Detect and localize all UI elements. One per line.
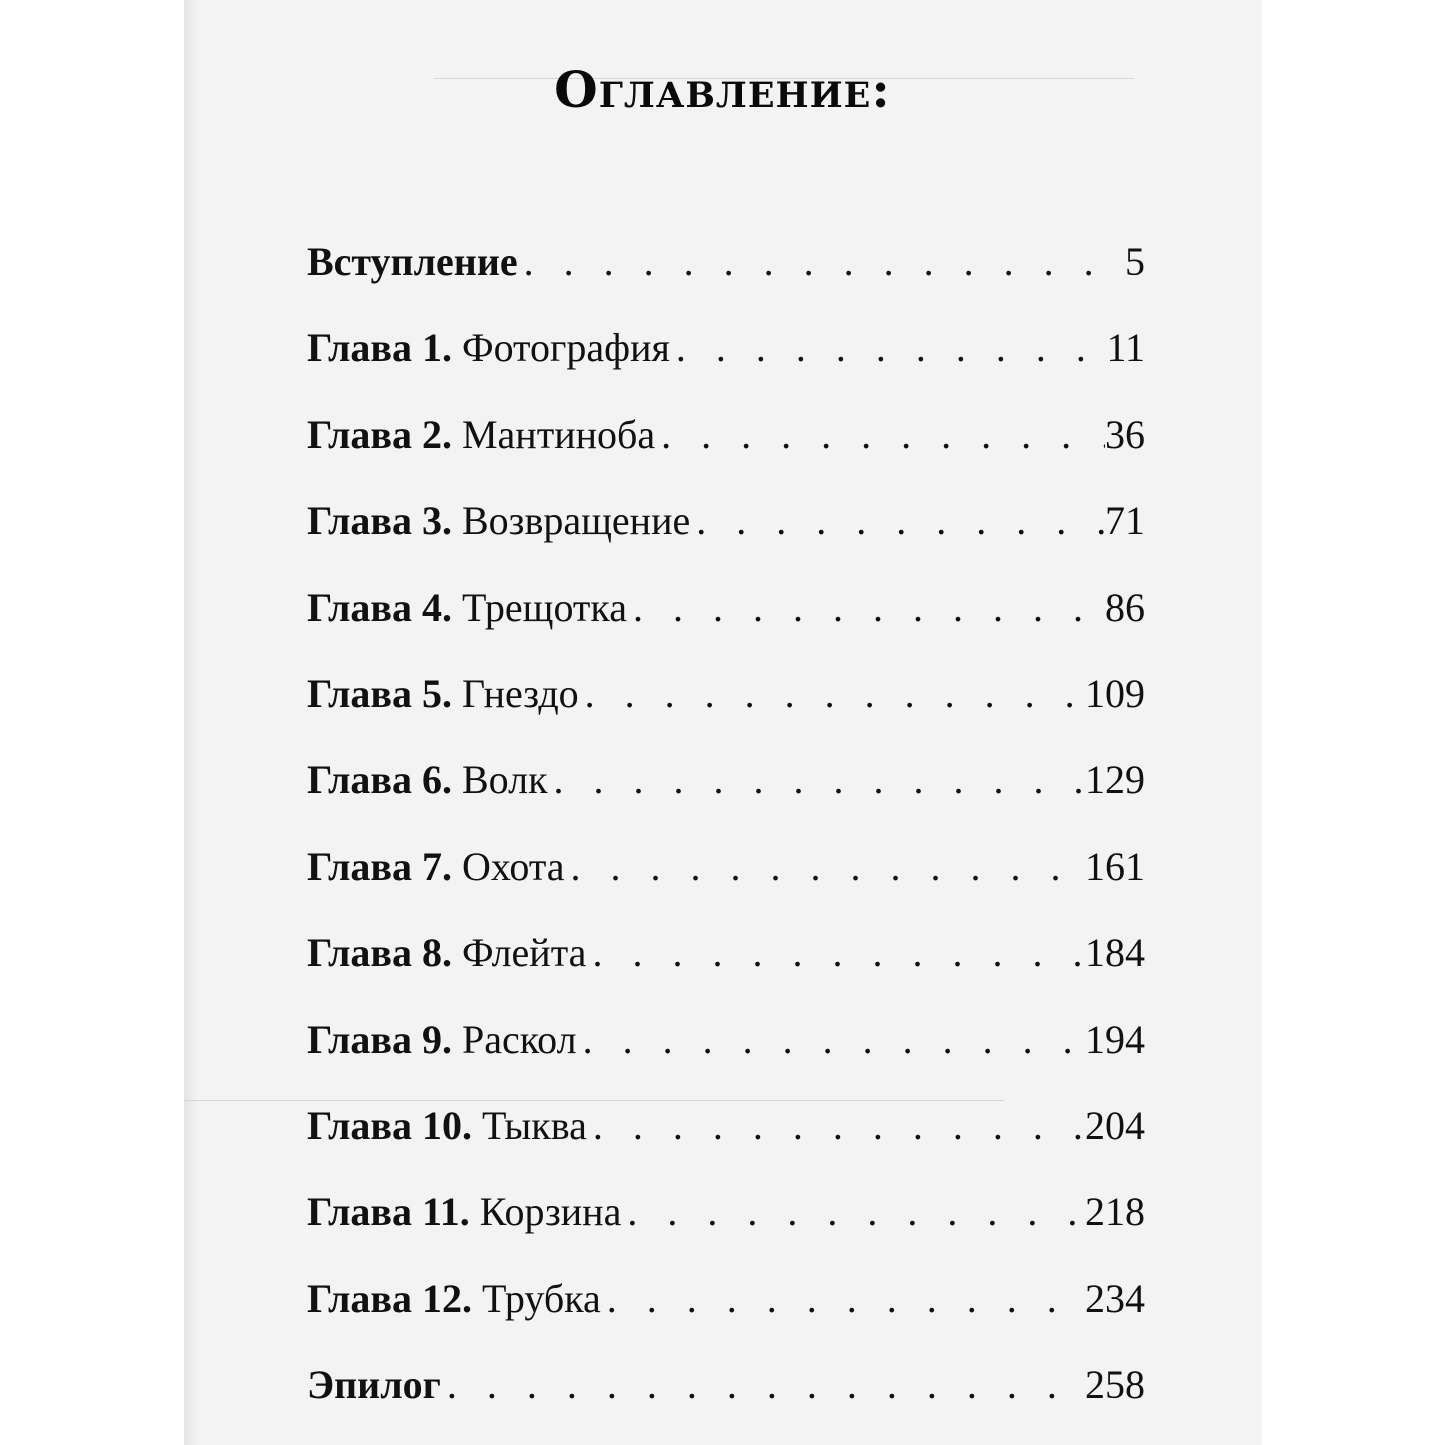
toc-entry xyxy=(307,1355,1145,1441)
toc-entry-page: 36 xyxy=(1105,411,1145,457)
toc-entry-title: Корзина xyxy=(479,1189,622,1235)
dot-leader xyxy=(579,664,1085,724)
toc-entry-title: Трубка xyxy=(481,1275,601,1321)
toc-entry-page: 86 xyxy=(1105,584,1145,630)
toc-entry-label xyxy=(307,1010,577,1070)
toc-entry-title: Возвращение xyxy=(461,498,691,544)
toc-entry-label xyxy=(307,1355,441,1415)
table-of-contents xyxy=(307,232,1145,1441)
toc-entry-page: 184 xyxy=(1085,930,1145,976)
toc-entry-title: Гнездо xyxy=(461,670,579,716)
toc-entry xyxy=(307,578,1145,664)
toc-entry-label xyxy=(307,318,670,378)
toc-entry-page: 11 xyxy=(1106,325,1145,371)
toc-entry-prefix: Глава 1. xyxy=(307,325,452,371)
page-edge-shadow xyxy=(184,0,198,1445)
toc-entry xyxy=(307,232,1145,318)
toc-entry-prefix: Глава 9. xyxy=(307,1016,452,1062)
dot-leader xyxy=(587,1096,1085,1156)
toc-entry-page: 194 xyxy=(1085,1016,1145,1062)
toc-entry-title: Тыква xyxy=(481,1102,587,1148)
toc-entry xyxy=(307,923,1145,1009)
toc-entry-prefix: Глава 12. xyxy=(307,1275,472,1321)
toc-entry-title: Охота xyxy=(461,843,565,889)
dot-leader xyxy=(690,491,1105,551)
toc-entry-prefix: Глава 10. xyxy=(307,1102,472,1148)
toc-entry-page: 258 xyxy=(1085,1362,1145,1408)
toc-entry-title: Флейта xyxy=(461,930,587,976)
toc-entry xyxy=(307,405,1145,491)
dot-leader xyxy=(565,837,1085,897)
toc-entry-label xyxy=(307,1182,621,1242)
dot-leader xyxy=(621,1182,1085,1242)
toc-entry-label xyxy=(307,578,627,638)
toc-entry-title: Раскол xyxy=(461,1016,577,1062)
toc-entry-page: 109 xyxy=(1085,670,1145,716)
toc-entry-label xyxy=(307,491,690,551)
toc-entry-label xyxy=(307,837,565,897)
toc-entry-prefix: Эпилог xyxy=(307,1362,441,1408)
toc-entry-prefix: Глава 7. xyxy=(307,843,452,889)
toc-entry-label xyxy=(307,664,579,724)
dot-leader xyxy=(627,578,1105,638)
toc-entry xyxy=(307,837,1145,923)
toc-heading: Оглавление: xyxy=(554,60,891,119)
toc-entry xyxy=(307,491,1145,577)
toc-entry-title: Трещотка xyxy=(461,584,627,630)
toc-entry xyxy=(307,318,1145,404)
toc-entry-page: 218 xyxy=(1085,1189,1145,1235)
toc-entry-prefix: Глава 2. xyxy=(307,411,452,457)
dot-leader xyxy=(586,923,1085,983)
toc-entry xyxy=(307,1010,1145,1096)
toc-entry xyxy=(307,1182,1145,1268)
toc-entry-prefix: Глава 4. xyxy=(307,584,452,630)
toc-entry-label xyxy=(307,232,518,292)
dot-leader xyxy=(670,318,1107,378)
dot-leader xyxy=(548,750,1085,810)
dot-leader xyxy=(518,232,1125,292)
toc-entry-prefix: Вступление xyxy=(307,239,518,284)
toc-entry-label xyxy=(307,923,586,983)
toc-entry-label xyxy=(307,750,548,810)
toc-entry-prefix: Глава 11. xyxy=(307,1189,470,1235)
toc-entry-page: 161 xyxy=(1085,843,1145,889)
toc-entry xyxy=(307,1269,1145,1355)
toc-entry xyxy=(307,664,1145,750)
toc-entry-title: Мантиноба xyxy=(461,411,656,457)
toc-entry-prefix: Глава 5. xyxy=(307,670,452,716)
toc-entry-page: 71 xyxy=(1105,498,1145,544)
toc-entry-prefix: Глава 3. xyxy=(307,498,452,544)
toc-entry-prefix: Глава 8. xyxy=(307,930,452,976)
toc-entry-page: 234 xyxy=(1085,1275,1145,1321)
toc-entry xyxy=(307,1096,1145,1182)
toc-entry-title: Фотография xyxy=(461,325,670,371)
toc-entry-title: Волк xyxy=(461,757,548,803)
dot-leader xyxy=(655,405,1105,465)
dot-leader xyxy=(441,1355,1085,1415)
toc-entry-page: 129 xyxy=(1085,757,1145,803)
toc-entry xyxy=(307,750,1145,836)
toc-entry-page: 5 xyxy=(1125,239,1145,284)
toc-entry-label xyxy=(307,1096,587,1156)
dot-leader xyxy=(601,1269,1085,1329)
dot-leader xyxy=(577,1010,1085,1070)
toc-entry-label xyxy=(307,405,655,465)
toc-entry-page: 204 xyxy=(1085,1102,1145,1148)
toc-entry-label xyxy=(307,1269,601,1329)
toc-entry-prefix: Глава 6. xyxy=(307,757,452,803)
